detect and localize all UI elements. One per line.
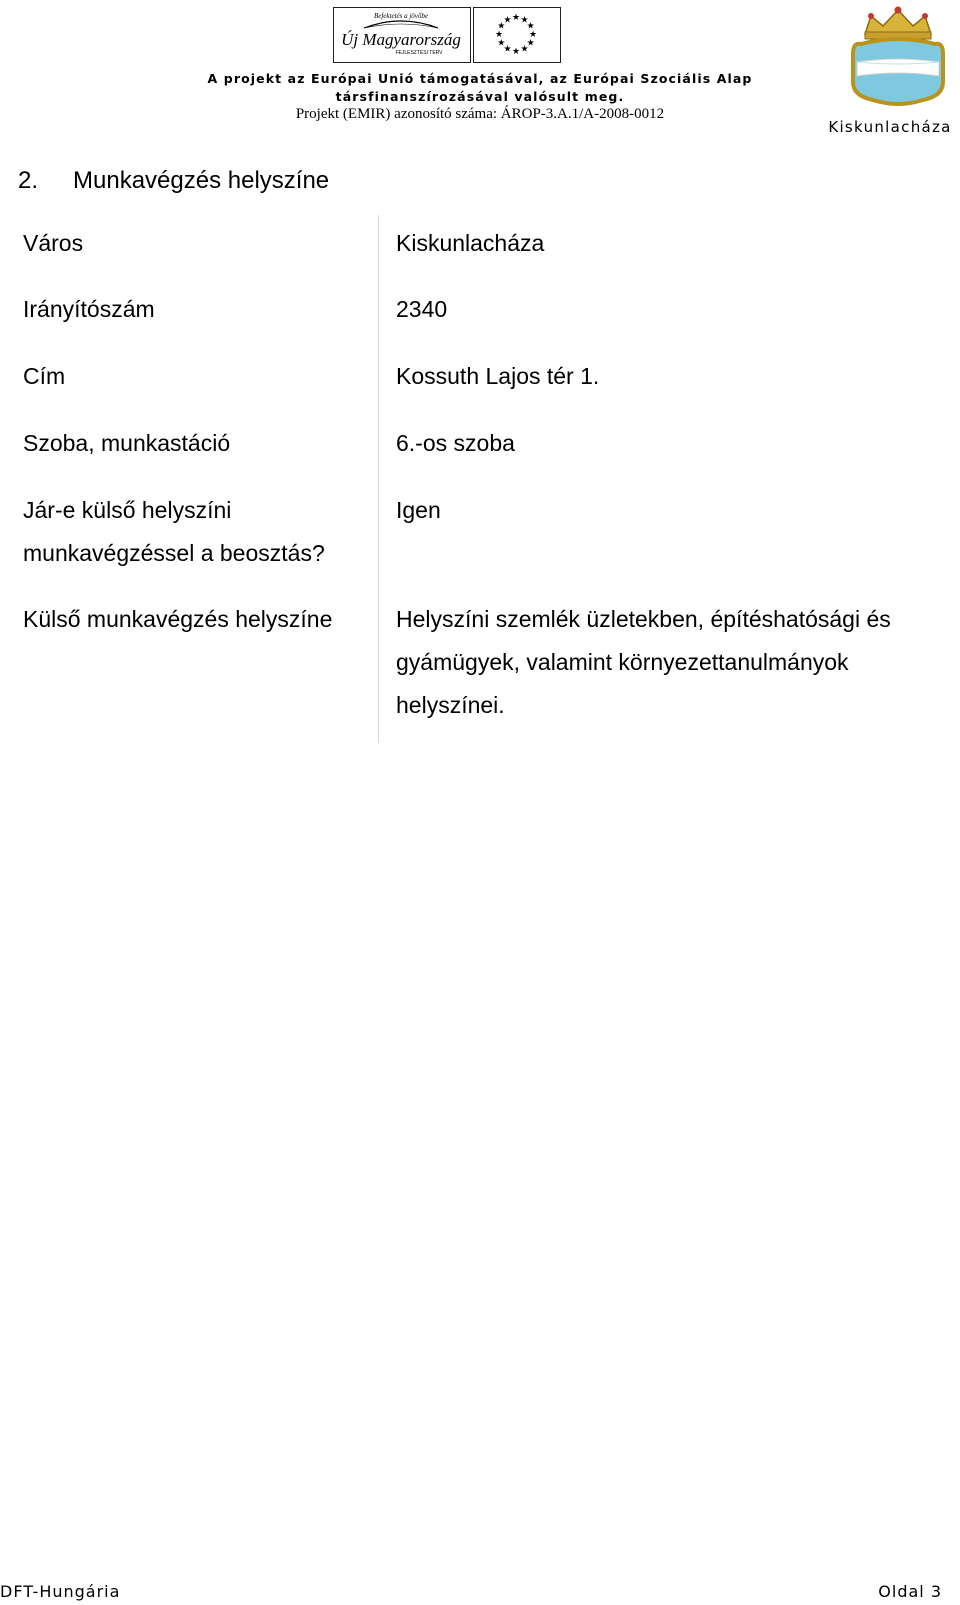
field-value-iranyitoszam: 2340 — [396, 296, 448, 322]
eu-star-icon: ★ — [520, 15, 529, 26]
eu-flag-logo — [473, 7, 561, 63]
eu-star-icon: ★ — [503, 44, 512, 55]
field-value-varos: Kiskunlacháza — [396, 230, 545, 256]
field-label-iranyitoszam: Irányítószám — [23, 296, 155, 322]
eu-star-icon: ★ — [503, 15, 512, 26]
eu-star-icon: ★ — [511, 13, 521, 23]
field-value-cim: Kossuth Lajos tér 1. — [396, 363, 600, 389]
uj-magyarorszag-logo — [333, 7, 471, 63]
coat-of-arms-icon — [843, 4, 953, 112]
eu-star-icon: ★ — [520, 44, 529, 55]
field-label-varos: Város — [23, 230, 84, 256]
logo-main-text: Új Magyarország — [341, 30, 461, 49]
field-value-kulso-helyszin-kerdes: Igen — [396, 497, 441, 523]
column-divider — [378, 215, 379, 743]
header-project-id: Projekt (EMIR) azonosító száma: ÁROP-3.A.1/A-2008-0012 — [295, 106, 665, 122]
footer-company: DFT-Hungária — [0, 1582, 121, 1601]
eu-star-icon: ★ — [528, 30, 538, 40]
field-label-kulso-helyszin-kerdes: Jár-e külső helyszíni munkavégzéssel a beosztás? — [23, 497, 325, 566]
header-town-name: Kiskunlacháza — [828, 118, 952, 136]
eu-star-icon: ★ — [511, 47, 521, 57]
footer-page-number: Oldal 3 — [878, 1582, 942, 1601]
eu-star-icon: ★ — [497, 38, 506, 49]
header-funding-line-1: A projekt az Európai Unió támogatásával, az Európai Szociális Alap — [207, 71, 753, 86]
field-label-szoba: Szoba, munkastáció — [23, 430, 231, 456]
eu-star-icon: ★ — [497, 21, 506, 32]
field-label-cim: Cím — [23, 363, 66, 389]
eu-star-icon: ★ — [494, 30, 504, 40]
eu-star-icon: ★ — [526, 21, 535, 32]
logo-sub-text: FEJLESZTÉSI TERV — [395, 50, 443, 56]
section-title — [18, 167, 329, 195]
field-label-kulso-helyszin: Külső munkavégzés helyszíne — [23, 606, 333, 632]
field-value-szoba: 6.-os szoba — [396, 430, 515, 456]
field-value-kulso-helyszin: Helyszíni szemlék üzletekben, építéshatósági és gyámügyek, valamint környezettanulmányok helyszínei. — [396, 606, 891, 718]
header-funding-line-2: társfinanszírozásával valósult meg. — [335, 89, 625, 104]
section-number: 2. — [18, 167, 39, 194]
section-heading: Munkavégzés helyszíne — [73, 167, 330, 194]
logo-tagline: Befektetés a jövőbe — [373, 12, 429, 20]
eu-star-icon: ★ — [526, 38, 535, 49]
